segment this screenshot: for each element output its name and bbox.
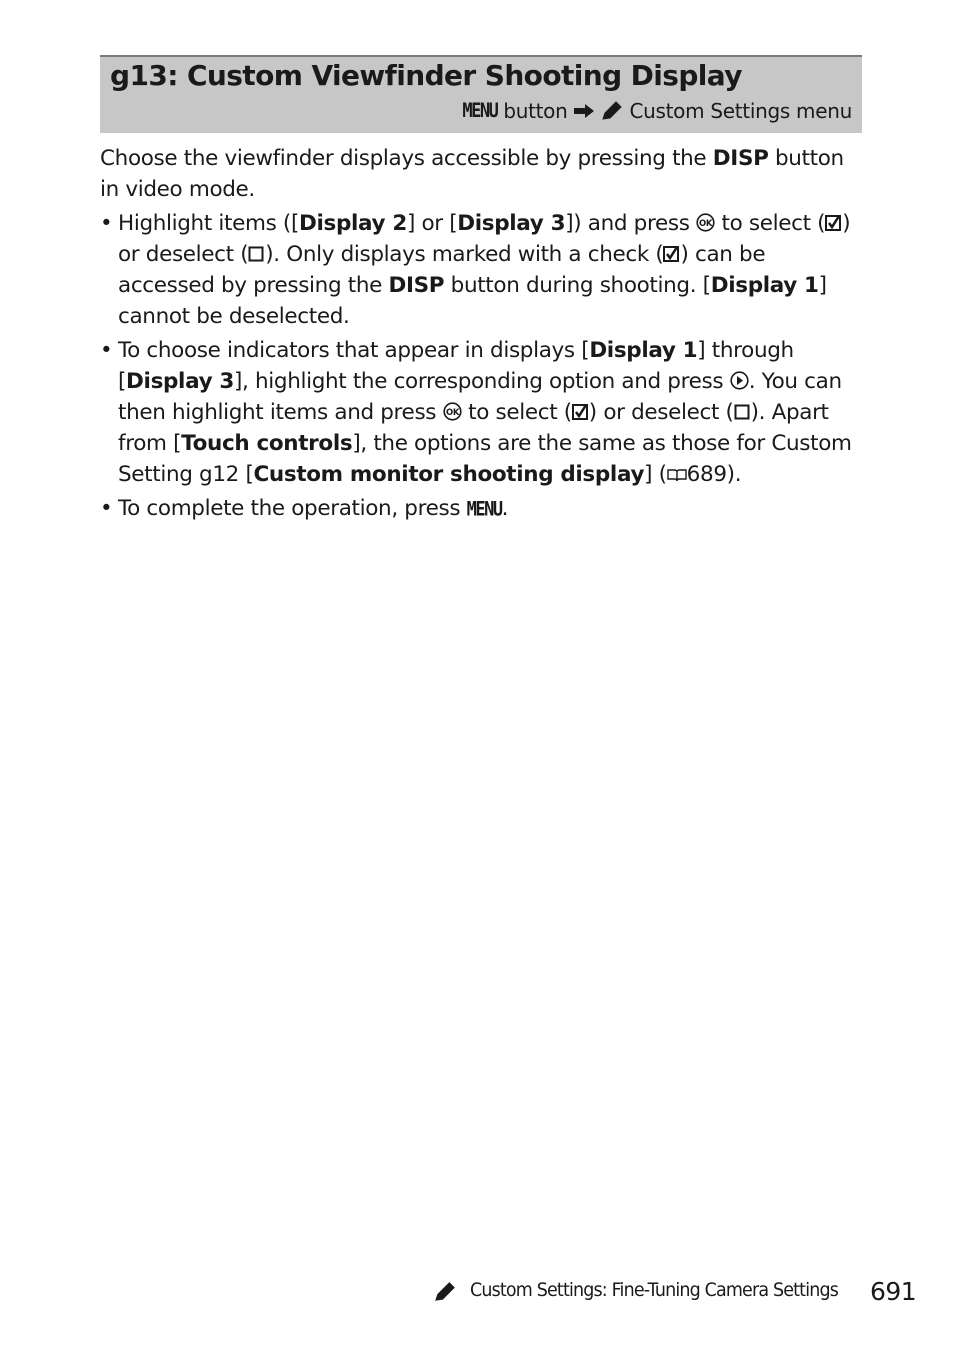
text: ) or deselect ( bbox=[118, 211, 851, 267]
text: to select ( bbox=[715, 211, 826, 236]
list-item bbox=[100, 335, 860, 490]
pencil-icon bbox=[433, 1281, 457, 1307]
text: to select ( bbox=[461, 400, 572, 425]
text: ] through [ bbox=[118, 338, 794, 394]
bullet-dot: • bbox=[100, 338, 113, 363]
pencil-icon bbox=[601, 101, 623, 121]
menu-button-glyph: MENU bbox=[462, 99, 498, 123]
text: ] cannot be deselected. bbox=[118, 273, 827, 329]
empty-box-icon bbox=[248, 245, 265, 263]
menu-path bbox=[462, 99, 852, 123]
empty-box-icon bbox=[734, 403, 751, 421]
book-reference-icon bbox=[667, 467, 687, 483]
page-title: g13: Custom Viewfinder Shooting Display bbox=[110, 59, 742, 92]
text: ). bbox=[726, 462, 742, 487]
checked-box-icon bbox=[825, 214, 842, 232]
intro-paragraph bbox=[100, 143, 860, 205]
section-header bbox=[100, 55, 862, 133]
disp-label: DISP bbox=[388, 273, 445, 298]
menu-button-glyph: MENU bbox=[466, 498, 502, 522]
text: . bbox=[501, 496, 509, 521]
intro-text: Choose the viewfinder displays accessible by pressing the bbox=[100, 146, 713, 171]
text: ], the options are the same as those for Custom Setting g12 [ bbox=[118, 431, 852, 487]
text: ). Only displays marked with a check ( bbox=[265, 242, 664, 267]
text: ] ( bbox=[644, 462, 667, 487]
custom-settings-menu-label: Custom Settings menu bbox=[629, 99, 852, 123]
text: ) or deselect ( bbox=[588, 400, 734, 425]
text: ) can be accessed by pressing the bbox=[118, 242, 766, 298]
footer-section-title: Custom Settings: Fine-Tuning Camera Settings bbox=[470, 1279, 839, 1301]
text: ]) and press bbox=[565, 211, 697, 236]
display-2-label: Display 2 bbox=[299, 211, 407, 236]
intro-text: button in video mode. bbox=[100, 146, 844, 202]
display-3-label: Display 3 bbox=[457, 211, 566, 236]
list-item bbox=[100, 208, 860, 332]
display-1-label: Display 1 bbox=[589, 338, 698, 363]
bullet-dot: • bbox=[100, 496, 113, 521]
disp-label: DISP bbox=[712, 146, 769, 171]
page-reference[interactable]: 689 bbox=[686, 462, 727, 487]
text: . You can then highlight items and press bbox=[118, 369, 842, 425]
ok-button-icon bbox=[696, 213, 715, 232]
ok-button-icon bbox=[443, 402, 462, 421]
custom-monitor-label: Custom monitor shooting display bbox=[253, 462, 645, 487]
text: ] or [ bbox=[406, 211, 458, 236]
text: Highlight items ([ bbox=[118, 211, 299, 236]
right-arrow-icon bbox=[573, 103, 595, 119]
text: To complete the operation, press bbox=[118, 496, 467, 521]
text: ], highlight the corresponding option and press bbox=[233, 369, 730, 394]
touch-controls-label: Touch controls bbox=[181, 431, 353, 456]
multi-selector-right-icon bbox=[730, 371, 749, 390]
page-number: 691 bbox=[870, 1277, 917, 1306]
display-3-label: Display 3 bbox=[126, 369, 234, 394]
text: ). Apart from [ bbox=[118, 400, 829, 456]
text: button during shooting. [ bbox=[444, 273, 711, 298]
button-word: button bbox=[503, 99, 568, 123]
bullet-dot: • bbox=[100, 211, 113, 236]
checked-box-icon bbox=[663, 245, 680, 263]
display-1-label: Display 1 bbox=[710, 273, 819, 298]
list-item bbox=[100, 493, 860, 526]
svg-text:OK: OK bbox=[698, 219, 713, 229]
svg-text:OK: OK bbox=[445, 408, 459, 418]
body-text bbox=[100, 143, 860, 529]
checked-box-icon bbox=[572, 403, 589, 421]
text: To choose indicators that appear in displays [ bbox=[118, 338, 590, 363]
